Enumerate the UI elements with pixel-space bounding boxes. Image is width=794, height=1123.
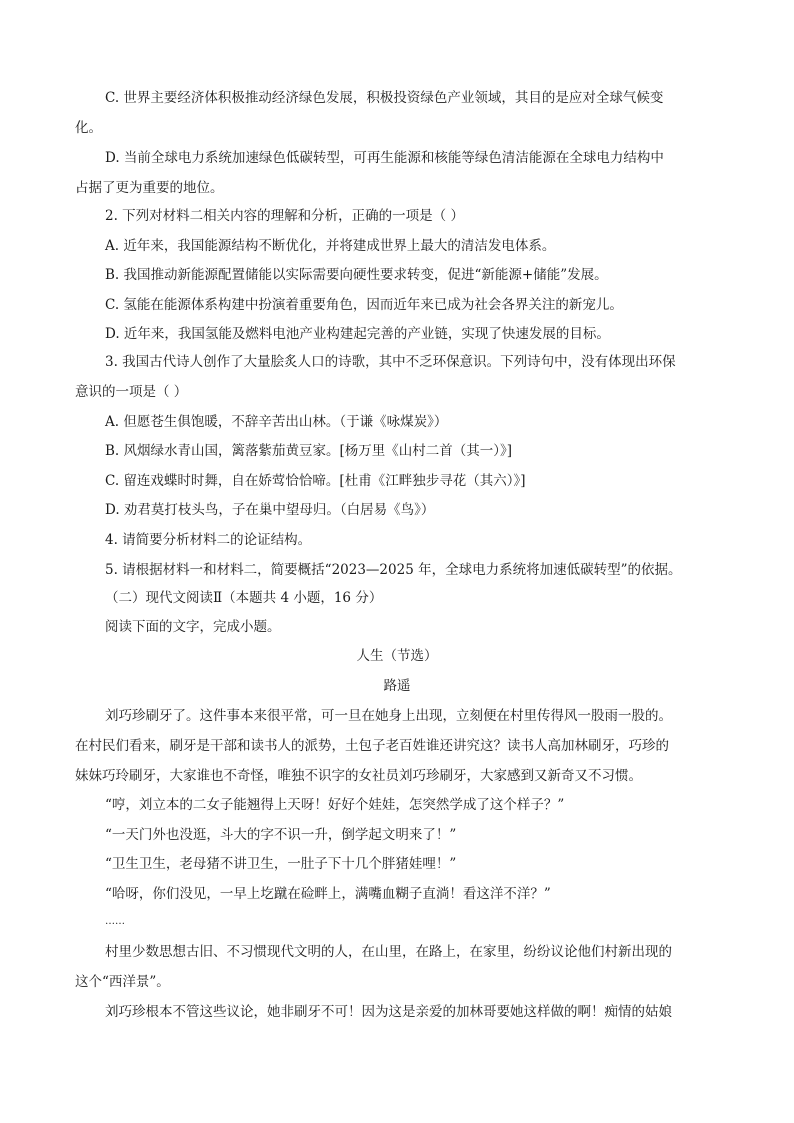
passage-title: 人生（节选） [356, 648, 438, 664]
q2-option-c: C. 氢能在能源体系构建中扮演着重要角色，因而近年来已成为社会各界关注的新宠儿。 [105, 297, 623, 313]
passage-line: 这个“西洋景”。 [75, 974, 170, 990]
question-2: 2. 下列对材料二相关内容的理解和分析，正确的一项是（ ） [105, 208, 464, 224]
q3-option-c: C. 留连戏蝶时时舞，自在娇莺恰恰啼。[杜甫《江畔独步寻花（其六）》] [105, 473, 526, 489]
q2-option-b: B. 我国推动新能源配置储能以实际需要向硬性要求转变，促进“新能源+储能”发展。 [105, 267, 608, 283]
dialogue-line: “哈呀，你们没见，一早上圪蹴在硷畔上，满嘴血糊子直淌！看这洋不洋？” [105, 886, 551, 902]
option-c-line1: C. 世界主要经济体积极推动经济绿色发展，积极投资绿色产业领域，其目的是应对全球气候变 [105, 90, 664, 106]
q2-option-d: D. 近年来，我国氢能及燃料电池产业构建起完善的产业链，实现了快速发展的目标。 [105, 326, 610, 342]
passage-line: 妹妹巧玲刷牙，大家谁也不奇怪，唯独不识字的女社员刘巧珍刷牙，大家感到又新奇又不习惯。 [75, 768, 642, 784]
option-d-line2: 占据了更为重要的地位。 [75, 180, 224, 196]
ellipsis: …… [105, 916, 125, 927]
question-3-line2: 意识的一项是（ ） [75, 384, 188, 400]
q3-option-b: B. 风烟绿水青山国，篱落紫茄黄豆家。[杨万里《山村二首（其一）》] [105, 443, 513, 459]
dialogue-line: “卫生卫生，老母猪不讲卫生，一肚子下十几个胖猪娃哩！” [105, 856, 457, 872]
option-d-line1: D. 当前全球电力系统加速绿色低碳转型，可再生能源和核能等绿色清洁能源在全球电力结构中 [105, 150, 664, 166]
question-4: 4. 请简要分析材料二的论证结构。 [105, 532, 312, 548]
question-3-line1: 3. 我国古代诗人创作了大量脍炙人口的诗歌，其中不乏环保意识。下列诗句中，没有体现出环保 [105, 354, 676, 370]
question-5: 5. 请根据材料一和材料二，简要概括“2023—2025 年，全球电力系统将加速低碳转型”的依据。 [105, 562, 682, 578]
passage-line: 刘巧珍刷牙了。这件事本来很平常，可一旦在她身上出现，立刻便在村里传得风一股雨一股的。 [105, 708, 672, 724]
q2-option-a: A. 近年来，我国能源结构不断优化，并将建成世界上最大的清洁发电体系。 [105, 238, 556, 254]
dialogue-line: “一天门外也没逛，斗大的字不识一升，倒学起文明来了！” [105, 827, 457, 843]
passage-line: 村里少数思想古旧、不习惯现代文明的人，在山里，在路上，在家里，纷纷议论他们村新出现的 [105, 944, 672, 960]
reading-instruction: 阅读下面的文字，完成小题。 [105, 619, 281, 635]
q3-option-a: A. 但愿苍生俱饱暖，不辞辛苦出山林。（于谦《咏煤炭》） [105, 414, 448, 430]
option-c-line2: 化。 [75, 120, 102, 136]
q3-option-d: D. 劝君莫打枝头鸟，子在巢中望母归。（白居易《鸟》） [105, 502, 435, 518]
dialogue-line: “哼，刘立本的二女子能翘得上天呀！好好个娃娃，怎突然学成了这个样子？” [105, 797, 565, 813]
passage-line: 刘巧珍根本不管这些议论，她非刷牙不可！因为这是亲爱的加林哥要她这样做的啊！痴情的姑娘 [105, 1004, 672, 1020]
section-heading: （二）现代文阅读Ⅱ（本题共 4 小题，16 分） [105, 590, 383, 606]
passage-author: 路遥 [383, 678, 411, 694]
passage-line: 在村民们看来，刷牙是干部和读书人的派势，土包子老百姓谁还讲究这？读书人高加林刷牙，巧珍的 [75, 738, 669, 754]
